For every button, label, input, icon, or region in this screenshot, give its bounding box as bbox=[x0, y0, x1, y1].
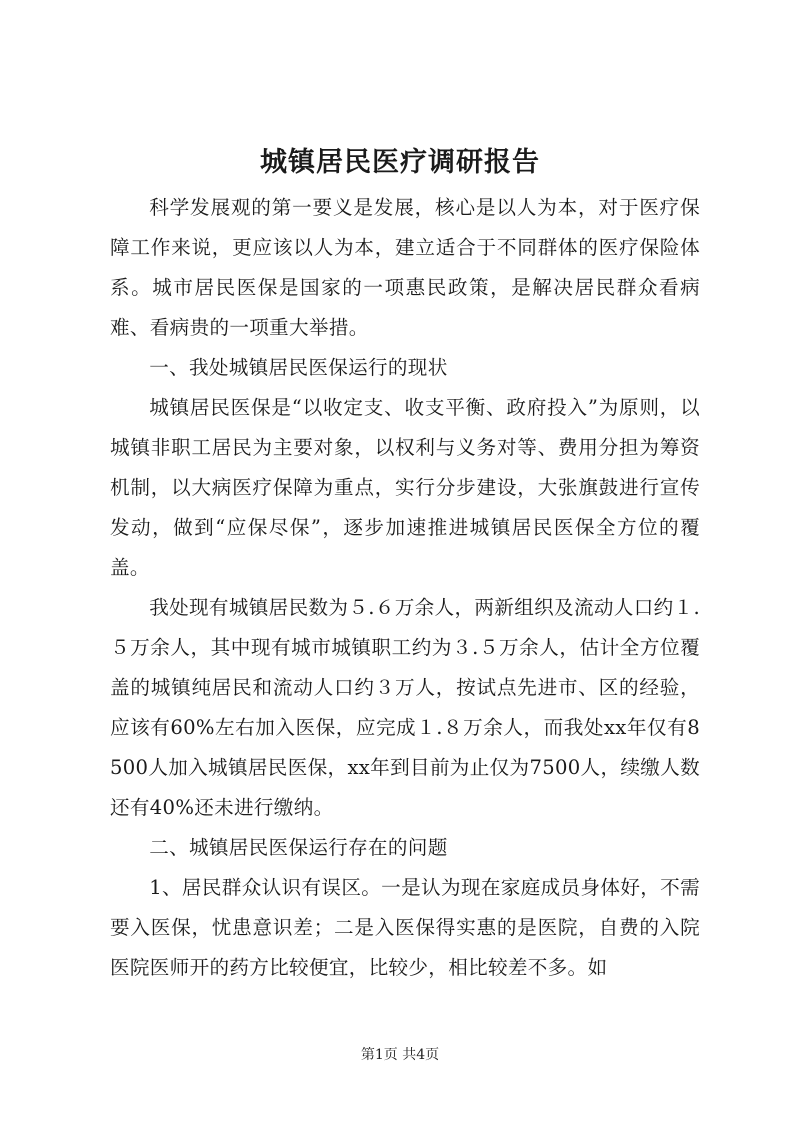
document-title: 城镇居民医疗调研报告 bbox=[260, 147, 540, 178]
paragraph-statistics: 我处现有城镇居民数为５.６万余人，两新组织及流动人口约１.５万余人，其中现有城市城镇职工约为３.５万余人，估计全方位覆盖的城镇纯居民和流动人口约３万人，按试点先进市、区的经验，应该有60%左右加入医保，应完成１.８万余人，而我处xx年仅有8500人加入城镇居民医保，xx年到目前为止仅为7500人，续缴人数还有40%还未进行缴纳。 bbox=[110, 596, 700, 819]
section-heading-problems: 二、城镇居民医保运行存在的问题 bbox=[149, 836, 448, 859]
paragraph-intro: 科学发展观的第一要义是发展，核心是以人为本，对于医疗保障工作来说，更应该以人为本，建立适合于不同群体的医疗保险体系。城市居民医保是国家的一项惠民政策，是解决居民群众看病难、看病贵的一项重大举措。 bbox=[110, 196, 700, 339]
paragraph-principles: 城镇居民医保是“以收定支、收支平衡、政府投入”为原则，以城镇非职工居民为主要对象，以权利与义务对等、费用分担为筹资机制，以大病医疗保障为重点，实行分步建设，大张旗鼓进行宣传发动，做到“应保尽保”，逐步加速推进城镇居民医保全方位的覆盖。 bbox=[110, 396, 700, 579]
paragraph-problem-1: 1、居民群众认识有误区。一是认为现在家庭成员身体好，不需要入医保，忧患意识差；二是入医保得实惠的是医院，自费的入院医院医师开的药方比较便宜，比较少，相比较差不多。如 bbox=[110, 876, 700, 979]
section-heading-status: 一、我处城镇居民医保运行的现状 bbox=[149, 356, 448, 379]
page-footer: 第1页 共4页 bbox=[360, 1047, 440, 1063]
document-body bbox=[110, 188, 700, 988]
